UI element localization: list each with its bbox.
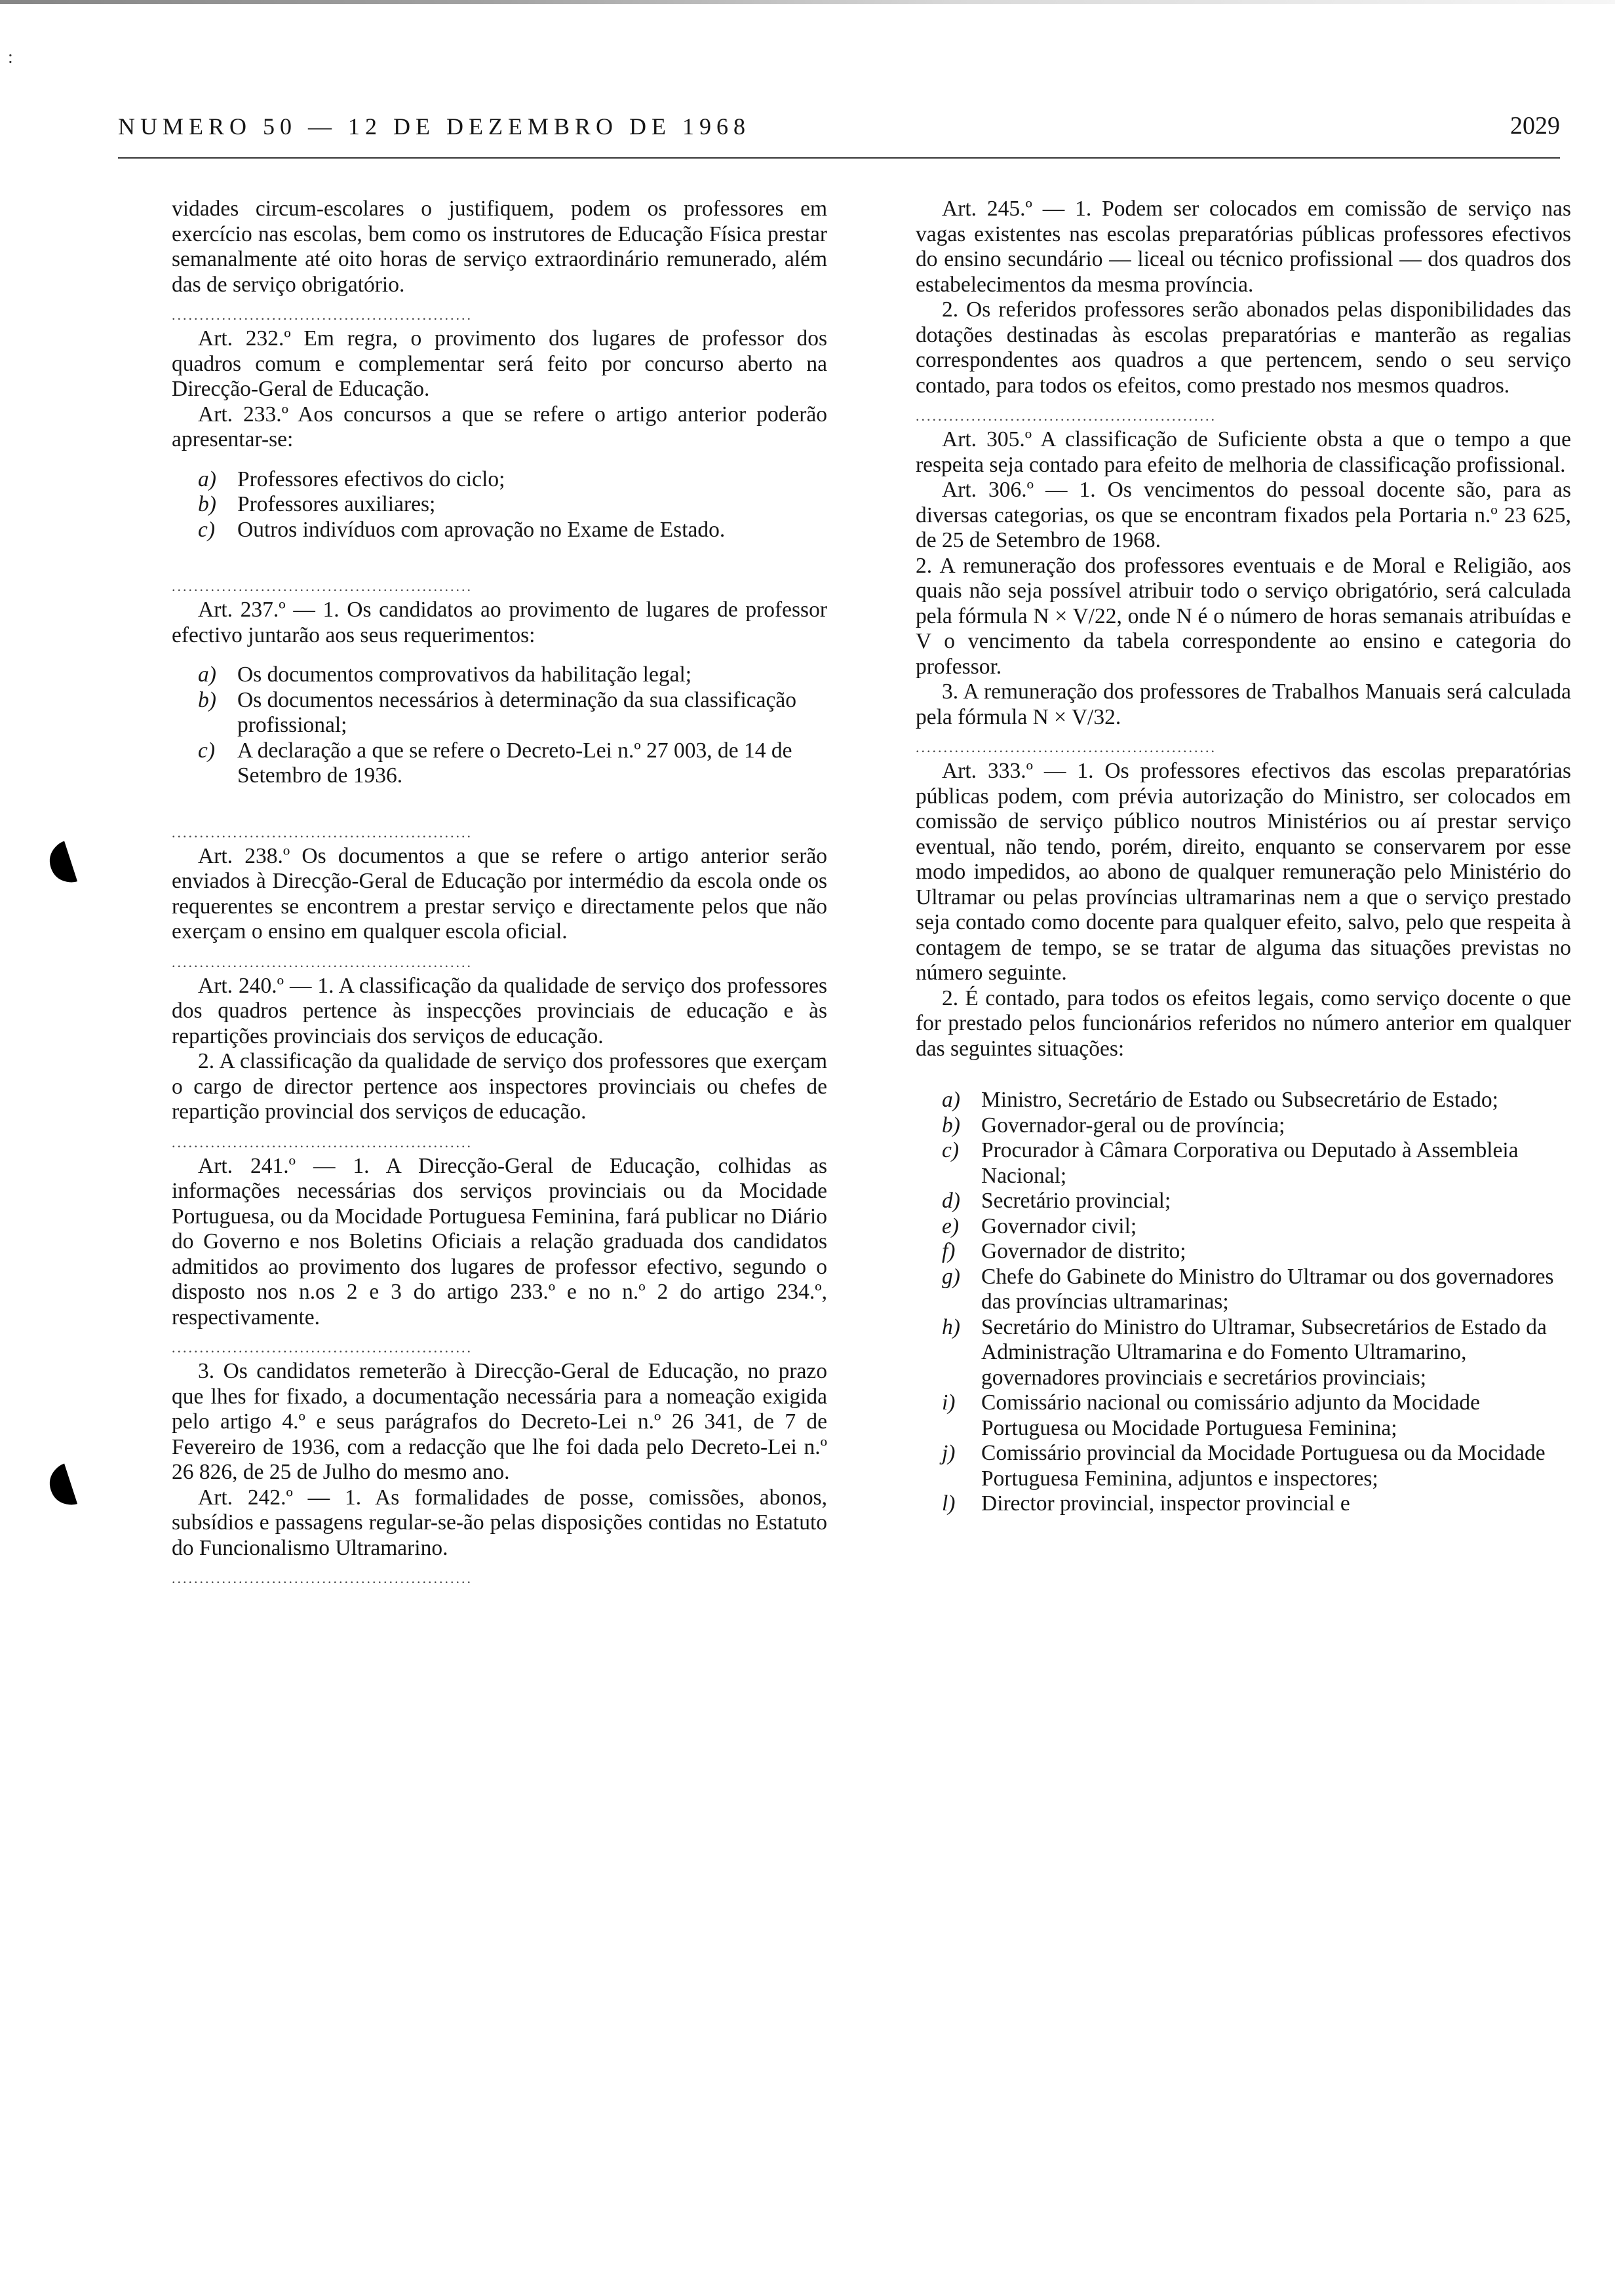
list-item: c) Outros indivíduos com aprovação no Exame de Estado. xyxy=(198,517,726,542)
list-item: c) A declaração a que se refere o Decreto-Lei n.º 27 003, de 14 de Setembro de 1936. xyxy=(198,738,792,788)
list-item: i) Comissário nacional ou comissário adjunto da Mocidade Portuguesa ou Mocidade Portuguesa Feminina; xyxy=(942,1390,1481,1440)
list-item: b) Os documentos necessários à determinação da sua classificação profissional; xyxy=(198,687,796,737)
section-separator: ...................................................... xyxy=(172,578,473,594)
binding-hole-mark: ◖ xyxy=(36,824,85,895)
scan-edge-artifact xyxy=(0,0,1615,4)
article-245-2: 2. Os referidos professores serão abonados pelas disponibilidades das dotações destinadas às escolas preparatórias e manterão as regalias correspondentes aos quadros a que pertencem, sendo o seu serviço contado, para todos os efeitos, como prestado nos mesmos quadros. xyxy=(916,297,1571,398)
list-item: c) Procurador à Câmara Corporativa ou Deputado à Assembleia Nacional; xyxy=(942,1138,1519,1188)
list-item: f) Governador de distrito; xyxy=(942,1239,1186,1263)
section-separator: ...................................................... xyxy=(172,1339,473,1356)
list-item: a) Professores efectivos do ciclo; xyxy=(198,467,505,491)
page-header xyxy=(118,98,1560,157)
right-column xyxy=(916,197,1571,1517)
list-item: g) Chefe do Gabinete do Ministro do Ultramar ou dos governadores das províncias ultramarinas; xyxy=(942,1264,1554,1314)
section-separator: ...................................................... xyxy=(172,1570,473,1586)
header-rule xyxy=(118,157,1560,159)
section-separator: ...................................................... xyxy=(916,408,1216,424)
section-separator: ...................................................... xyxy=(172,824,473,841)
list-item: e) Governador civil; xyxy=(942,1214,1137,1238)
margin-mark: : xyxy=(8,47,13,67)
section-separator: ...................................................... xyxy=(172,307,473,323)
section-separator: ...................................................... xyxy=(172,1134,473,1151)
article-306-3: 3. A remuneração dos professores de Trabalhos Manuais será calculada pela fórmula N × V/32. xyxy=(916,679,1571,729)
page-number: 2029 xyxy=(1510,112,1560,140)
article-245-1: Art. 245.º — 1. Podem ser colocados em comissão de serviço nas vagas existentes nas escolas preparatórias públicas professores efectivos do ensino secundário — liceal ou técnico profissional — dos quadros dos estabelecimentos da mesma província. xyxy=(916,197,1571,297)
list-item: a) Os documentos comprovativos da habilitação legal; xyxy=(198,662,692,687)
left-column xyxy=(172,197,827,1590)
list-item: b) Professores auxiliares; xyxy=(198,492,436,516)
binding-hole-mark: ◖ xyxy=(36,1447,85,1518)
section-separator: ...................................................... xyxy=(916,739,1216,756)
article-333-1: Art. 333.º — 1. Os professores efectivos das escolas preparatórias públicas podem, com prévia autorização do Ministro, ser colocados em comissão de serviço público noutros Ministérios ou aí prestar serviço eventual, não tendo, porém, direito, enquanto se conservarem por esse modo impedidos, ao abono de qualquer remuneração pelo Ministério do Ultramar ou pelas províncias ultramarinas nem a que o serviço prestado seja contado como docente para qualquer efeito, salvo, pelo que respeita à contagem de tempo, se se tratar de alguma das situações previstas no número seguinte. xyxy=(916,759,1571,985)
article-333-list xyxy=(916,1088,1571,1517)
list-item: h) Secretário do Ministro do Ultramar, Subsecretários de Estado da Administração Ultramarina e do Fomento Ultramarino, governadores provinciais e secretários provinciais; xyxy=(942,1314,1547,1390)
list-item: l) Director provincial, inspector provincial e xyxy=(942,1491,1350,1516)
article-241: Art. 241.º — 1. A Direcção-Geral de Educação, colhidas as informações necessárias dos serviços provinciais ou da Mocidade Portuguesa, ou da Mocidade Portuguesa Feminina, fará publicar no Diário do Governo e nos Boletins Oficiais a relação graduada dos candidatos admitidos ao provimento dos lugares de professor efectivo, segundo o disposto nos n.os 2 e 3 do artigo 233.º e no n.º 2 do artigo 234.º, respectivamente. xyxy=(172,1153,827,1330)
article-238: Art. 238.º Os documentos a que se refere o artigo anterior serão enviados à Direcção-Geral de Educação por intermédio da escola onde os requerentes se encontrem a prestar serviço e directamente pelos que não exerçam o ensino em qualquer escola oficial. xyxy=(172,843,827,944)
article-241-3: 3. Os candidatos remeterão à Direcção-Geral de Educação, no prazo que lhes for fixado, a documentação necessária para a nomeação exigida pelo artigo 4.º e seus parágrafos do Decreto-Lei n.º 26 341, de 7 de Fevereiro de 1936, com a redacção que lhe foi dada pelo Decreto-Lei n.º 26 826, de 25 de Julho do mesmo ano. xyxy=(172,1359,827,1484)
article-233-list xyxy=(172,467,827,543)
article-306-1: Art. 306.º — 1. Os vencimentos do pessoal docente são, para as diversas categorias, os que se encontram fixados pela Portaria n.º 23 625, de 25 de Setembro de 1968. xyxy=(916,478,1571,552)
paragraph-continuation: vidades circum-escolares o justifiquem, podem os professores em exercício nas escolas, bem como os instrutores de Educação Física prestar semanalmente até oito horas de serviço extraordinário remunerado, além das de serviço obrigatório. xyxy=(172,197,827,297)
article-333-2: 2. É contado, para todos os efeitos legais, como serviço docente o que for prestado pelos funcionários referidos no número anterior em qualquer das seguintes situações: xyxy=(916,985,1571,1061)
article-232: Art. 232.º Em regra, o provimento dos lugares de professor dos quadros comum e complementar será feito por concurso aberto na Direcção-Geral de Educação. xyxy=(172,326,827,401)
list-item: d) Secretário provincial; xyxy=(942,1189,1171,1213)
article-242: Art. 242.º — 1. As formalidades de posse, comissões, abonos, subsídios e passagens regular-se-ão pelas disposições contidas no Estatuto do Funcionalismo Ultramarino. xyxy=(172,1485,827,1560)
article-233: Art. 233.º Aos concursos a que se refere o artigo anterior poderão apresentar-se: xyxy=(172,402,827,451)
article-306-2: 2. A remuneração dos professores eventuais e de Moral e Religião, aos quais não seja possível atribuir todo o serviço obrigatório, será calculada pela fórmula N × V/22, onde N é o número de horas semanais atribuídas e V o vencimento da tabela correspondente ao ensino e categoria do professor. xyxy=(916,553,1571,679)
list-item: b) Governador-geral ou de província; xyxy=(942,1113,1285,1138)
article-240-1: Art. 240.º — 1. A classificação da qualidade de serviço dos professores dos quadros pertence às inspecções provinciais de educação e às repartições provinciais dos serviços de educação. xyxy=(172,973,827,1048)
list-item: j) Comissário provincial da Mocidade Portuguesa ou da Mocidade Portuguesa Feminina, adjuntos e inspectores; xyxy=(942,1441,1546,1491)
list-item: a) Ministro, Secretário de Estado ou Subsecretário de Estado; xyxy=(942,1088,1498,1112)
publication-issue-date: NUMERO 50 — 12 DE DEZEMBRO DE 1968 xyxy=(118,113,750,140)
section-separator: ...................................................... xyxy=(172,953,473,970)
article-237: Art. 237.º — 1. Os candidatos ao provimento de lugares de professor efectivo juntarão aos seus requerimentos: xyxy=(172,598,827,647)
article-240-2: 2. A classificação da qualidade de serviço dos professores que exerçam o cargo de director pertence aos inspectores provinciais ou chefes de repartição provincial dos serviços de educação. xyxy=(172,1049,827,1124)
article-305: Art. 305.º A classificação de Suficiente obsta a que o tempo a que respeita seja contado para efeito de melhoria de classificação profissional. xyxy=(916,427,1571,477)
article-237-list xyxy=(172,662,827,789)
